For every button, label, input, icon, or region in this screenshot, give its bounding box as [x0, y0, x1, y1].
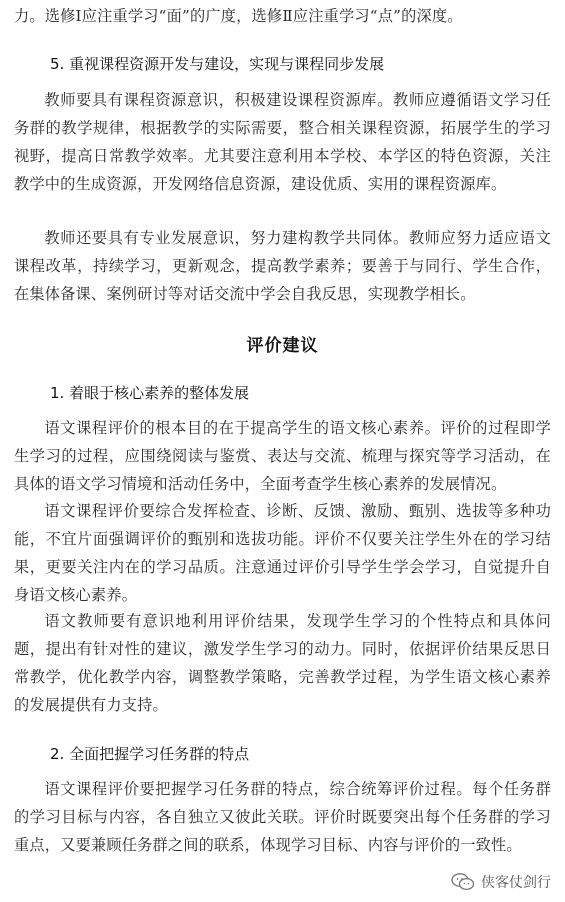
- watermark-text: 侠客仗剑行: [481, 875, 551, 891]
- evaluation-sub1-paragraph-1: 语文课程评价的根本目的在于提高学生的语文核心素养。评价的过程即学生学习的过程，应围绕阅读与鉴赏、表达与交流、梳理与探究等学习活动，在具体的语文学习情境和活动任务中，全面考查学生核心素养的发展情况。: [14, 419, 551, 493]
- section5-paragraph-2: 教师还要具有专业发展意识，努力建构教学共同体。教师应努力适应语文课程改革，持续学习，更新观念，提高教学素养；要善于与同行、学生合作，在集体备课、案例研讨等对话交流中学会自我反思，实现教学相长。: [14, 229, 551, 303]
- wechat-watermark: [451, 872, 551, 892]
- evaluation-sub1-paragraph-3: 语文教师要有意识地利用评价结果，发现学生学习的个性特点和具体问题，提出有针对性的建议，激发学生学习的动力。同时，依据评价结果反思日常教学，优化教学内容，调整教学策略，完善教学过程，为学生语文核心素养的发展提供有力支持。: [14, 612, 551, 714]
- evaluation-sub2-heading: 2. 全面把握学习任务群的特点: [50, 745, 250, 763]
- section5-heading: 5. 重视课程资源开发与建设，实现与课程同步发展: [50, 55, 385, 73]
- evaluation-sub2-paragraph-1: 语文课程评价要把握学习任务群的特点，综合统筹评价过程。每个任务群的学习目标与内容，各自独立又彼此关联。评价时既要突出每个任务群的学习重点，又要兼顾任务群之间的联系，体现学习目标、内容与评价的一致性。: [14, 780, 551, 854]
- evaluation-section-title: 评价建议: [246, 336, 319, 356]
- section5-paragraph-1: 教师要具有课程资源意识，积极建设课程资源库。教师应遵循语文学习任务群的教学规律，根据教学的实际需要，整合相关课程资源，拓展学生的学习视野，提高日常教学效率。尤其要注意利用本学校、本学区的特色资源，关注教学中的生成资源，开发网络信息资源，建设优质、实用的课程资源库。: [14, 91, 551, 193]
- intro-line: 力。选修Ⅰ应注重学习“面”的广度，选修Ⅱ应注重学习“点”的深度。: [14, 7, 463, 25]
- evaluation-sub1-heading: 1. 着眼于核心素养的整体发展: [50, 384, 250, 402]
- evaluation-sub1-paragraph-2: 语文课程评价要综合发挥检查、诊断、反馈、激励、甄别、选拔等多种功能，不宜片面强调评价的甄别和选拔功能。评价不仅要关注学生外在的学习结果，更要关注内在的学习品质。注意通过评价引导学生学会学习，自觉提升自身语文核心素养。: [14, 502, 551, 604]
- wechat-icon: [451, 873, 475, 891]
